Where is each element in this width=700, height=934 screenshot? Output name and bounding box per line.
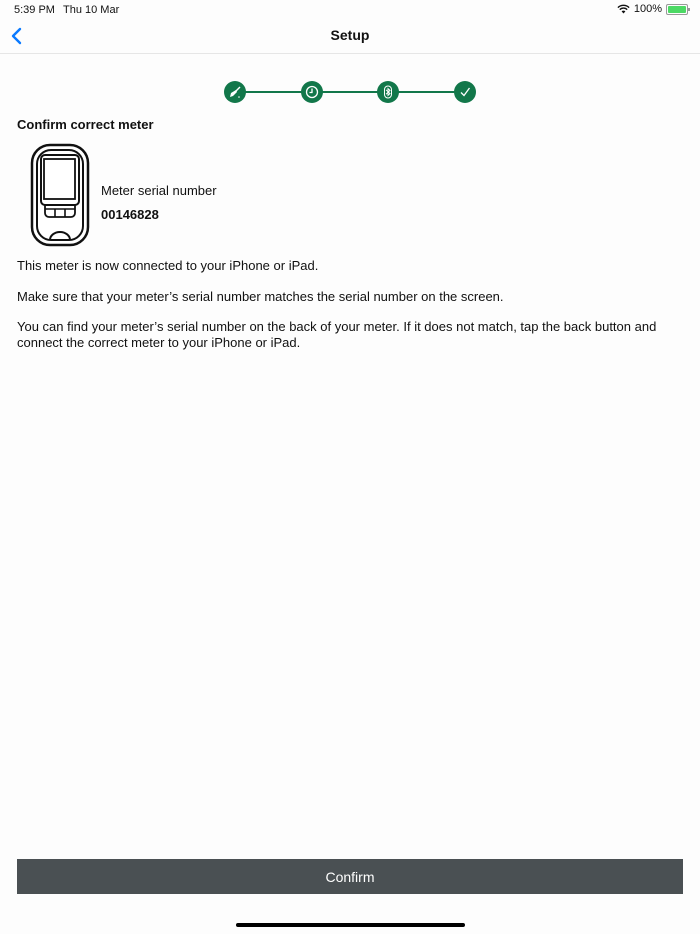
bluetooth-icon — [381, 85, 395, 99]
clock-icon — [305, 85, 319, 99]
navigation-bar — [0, 20, 700, 54]
progress-stepper — [224, 81, 476, 103]
wifi-icon — [617, 4, 630, 14]
broom-icon — [228, 85, 242, 99]
status-date: Thu 10 Mar — [63, 4, 120, 16]
checkmark-icon — [458, 85, 472, 99]
status-bar — [0, 0, 700, 20]
battery-icon — [666, 4, 688, 15]
step-bluetooth — [377, 81, 399, 103]
glucose-meter-icon — [30, 143, 90, 247]
stepper-line — [235, 91, 465, 93]
find-serial-instruction: You can find your meter’s serial number on the back of your meter. If it does not match, tap the back button and connect the correct meter to your iPhone or iPad. — [17, 319, 657, 350]
step-clean — [224, 81, 246, 103]
section-heading: Confirm correct meter — [17, 117, 154, 132]
battery-percent: 100% — [633, 3, 662, 15]
step-confirm — [454, 81, 476, 103]
serial-number-value: 00146828 — [101, 207, 159, 222]
confirm-button[interactable]: Confirm — [17, 859, 683, 894]
status-time: 5:39 PM — [14, 4, 55, 16]
match-instruction: Make sure that your meter’s serial number matches the serial number on the screen. — [17, 289, 504, 304]
meter-illustration — [30, 143, 90, 252]
step-time — [301, 81, 323, 103]
home-indicator[interactable] — [236, 923, 465, 927]
page-title: Setup — [330, 27, 370, 43]
connected-message: This meter is now connected to your iPhone or iPad. — [17, 258, 319, 273]
status-right — [617, 3, 688, 15]
serial-number-label: Meter serial number — [101, 183, 217, 198]
